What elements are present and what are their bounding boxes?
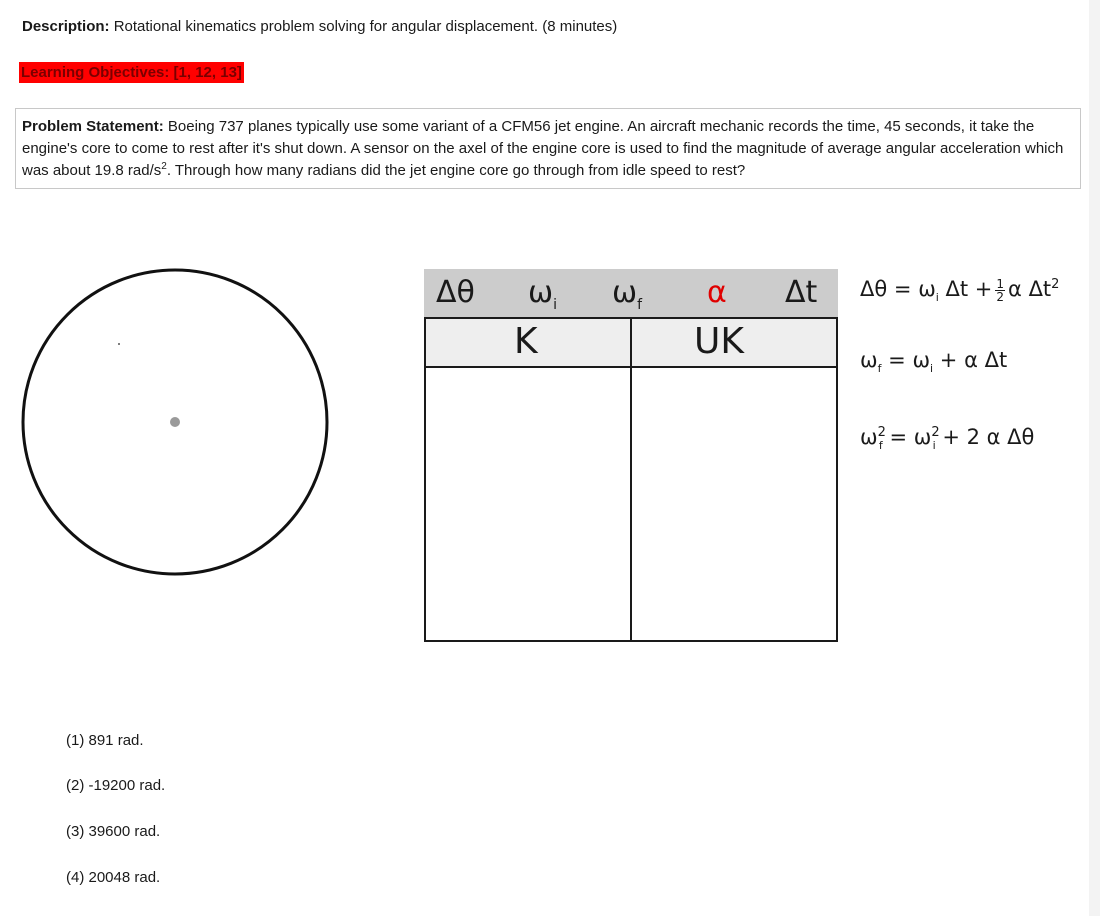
equation-final-velocity: $\omega_f = \omega_i + \alpha$ Δt [860, 348, 1008, 376]
header-omega-final: $\omega_f$ [612, 275, 643, 313]
description-label: Description: [22, 18, 110, 35]
description [22, 17, 617, 37]
problem-label: Problem Statement: [22, 118, 164, 135]
fraction-one-half: $\frac{1}{2}$ [996, 276, 1005, 304]
unknown-label: UK [694, 321, 744, 362]
circle-point-mark [118, 343, 120, 345]
header-delta-t: Δt [785, 275, 818, 310]
description-text: Rotational kinematics problem solving for angular displacement. (8 minutes) [113, 18, 618, 35]
problem-text: Boeing 737 planes typically use some variant of a CFM56 jet engine. An aircraft mechanic records the time, 45 seconds, it take the engine's core to come to rest after it's shut down. A sensor on the axel of the engine core is used to find the magnitude of average angular acceleration which was about 19.8 rad/s [22, 118, 1064, 179]
page-gutter [1089, 0, 1100, 916]
known-label: K [514, 321, 538, 362]
table-line [630, 317, 632, 642]
problem-exponent: 2 [161, 161, 167, 172]
header-delta-theta: Δθ [436, 275, 475, 310]
circle-center-dot [170, 417, 180, 427]
header-omega-initial: $\omega_i$ [528, 275, 558, 313]
learning-objectives-label: Learning Objectives: [21, 64, 170, 81]
table-line [836, 317, 838, 642]
learning-objectives-text: [1, 12, 13] [173, 64, 242, 81]
answer-choice-1: (1) 891 rad. [66, 732, 144, 749]
table-line [424, 317, 426, 642]
learning-objectives [19, 62, 244, 83]
problem-statement-box [15, 108, 1081, 189]
answer-choice-2: (2) -19200 rad. [66, 777, 166, 794]
header-alpha: α [707, 275, 727, 310]
answer-choice-4: (4) 20048 rad. [66, 869, 161, 886]
equation-displacement: $\Delta\theta = \omega_i$ Δt + $\frac{1}{2}$ α $\Delta t^2$ [860, 276, 1060, 305]
answer-choice-3: (3) 39600 rad. [66, 823, 161, 840]
problem-text-end: . Through how many radians did the jet engine core go through from idle speed to rest? [166, 162, 746, 179]
rotation-circle-diagram [18, 262, 334, 584]
equation-velocity-squared: $\omega^2_f = \omega^2_i + 2$ α Δθ [860, 425, 1035, 453]
